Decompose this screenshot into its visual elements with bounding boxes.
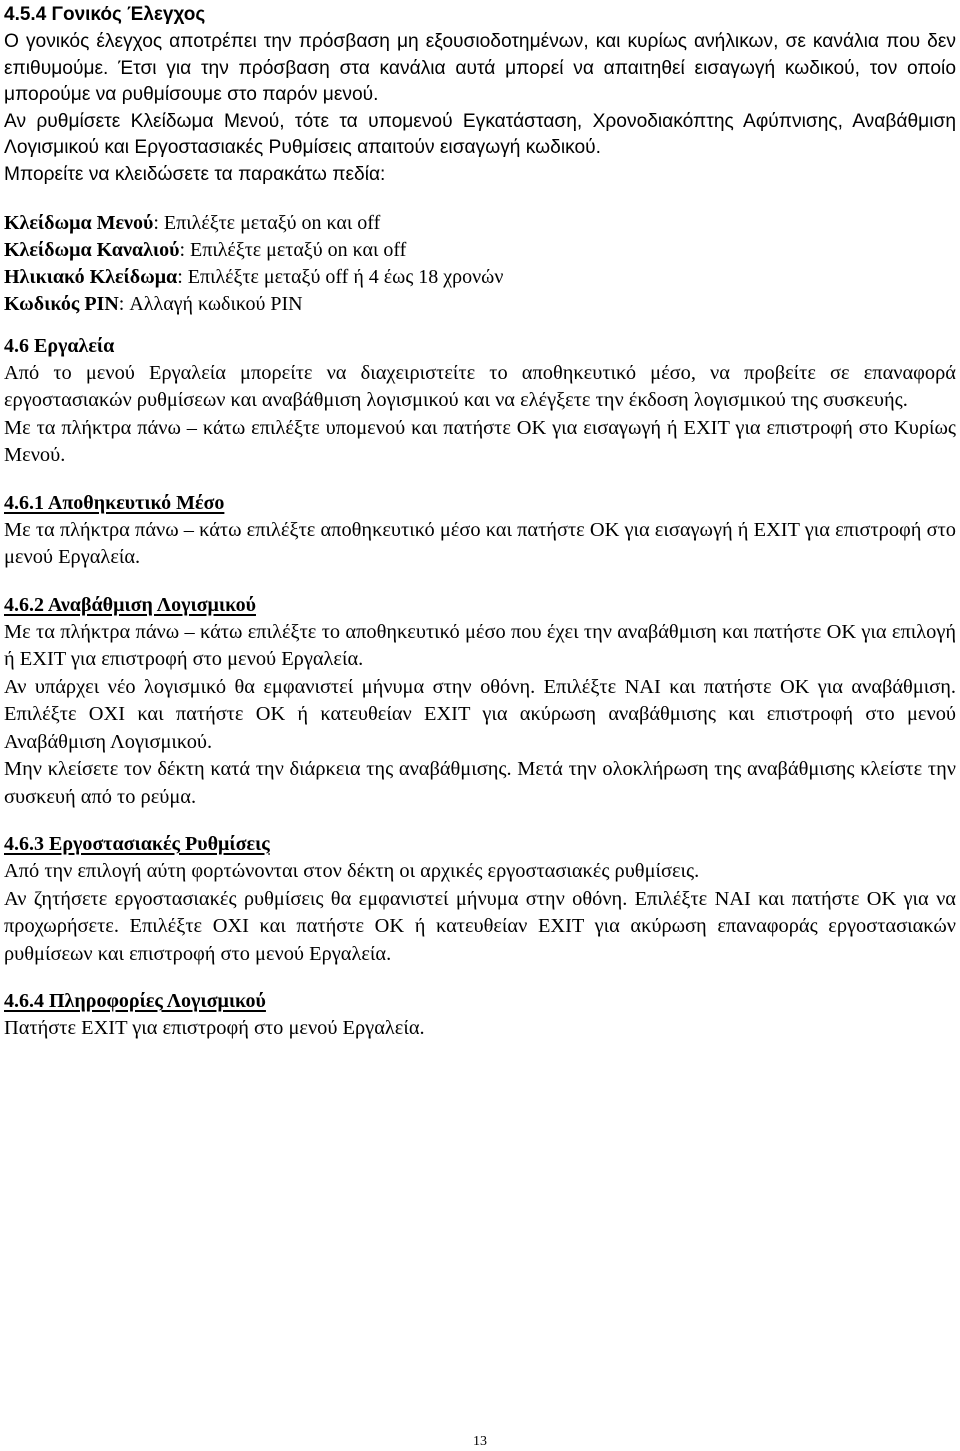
lockable-fields-list [4, 210, 956, 319]
field-description: : Επιλέξτε μεταξύ off ή 4 έως 18 χρονών [177, 266, 504, 289]
paragraph: Από το μενού Εργαλεία μπορείτε να διαχειριστείτε το αποθηκευτικό μέσο, να προβείτε σε επαναφορά εργοστασιακών ρυθμίσεων και αναβάθμιση λογισμικού και να ελέγξετε την έκδοση λογισμικού της συσκευής. [4, 361, 956, 412]
section-storage [4, 490, 956, 572]
section-heading: 4.5.4 Γονικός Έλεγχος [4, 4, 206, 25]
list-item [4, 264, 956, 291]
section-heading: 4.6 Εργαλεία [4, 334, 115, 357]
field-label: Κλείδωμα Καναλιού [4, 238, 180, 261]
field-description: : Επιλέξτε μεταξύ on και off [179, 238, 407, 261]
field-description: : Αλλαγή κωδικού PIN [118, 293, 303, 316]
field-description: : Επιλέξτε μεταξύ on και off [153, 211, 381, 234]
section-parental-control [4, 0, 956, 319]
paragraph: Αν ρυθμίσετε Κλείδωμα Μενού, τότε τα υπομενού Εγκατάσταση, Χρονοδιακόπτης Αφύπνισης, Αναβάθμιση Λογισμικού και Εργοστασιακές Ρυθμίσεις απαιτούν εισαγωγή κωδικού. [4, 110, 956, 159]
subsection-heading: 4.6.4 Πληροφορίες Λογισμικού [4, 990, 266, 1013]
field-label: Κωδικός PIN [4, 293, 119, 316]
paragraph: Με τα πλήκτρα πάνω – κάτω επιλέξτε αποθηκευτικό μέσο και πατήστε ΟΚ για εισαγωγή ή EXIT για επιστροφή στο μενού Εργαλεία. [4, 518, 956, 569]
document-page [4, 0, 956, 1043]
paragraph: Μπορείτε να κλειδώσετε τα παρακάτω πεδία: [4, 163, 386, 185]
paragraph: Από την επιλογή αύτη φορτώνονται στον δέκτη οι αρχικές εργοστασιακές ρυθμίσεις. [4, 860, 700, 883]
paragraph: Με τα πλήκτρα πάνω – κάτω επιλέξτε υπομενού και πατήστε ΟΚ για εισαγωγή ή EXIT για επιστροφή στο Κυρίως Μενού. [4, 416, 956, 467]
paragraph: Μην κλείσετε τον δέκτη κατά την διάρκεια της αναβάθμισης. Μετά την ολοκλήρωση της αναβάθμισης κλείστε την συσκευή από το ρεύμα. [4, 758, 956, 808]
paragraph: Αν ζητήσετε εργοστασιακές ρυθμίσεις θα εμφανιστεί μήνυμα στην οθόνη. Επιλέξτε ΝΑΙ και πατήστε ΟΚ για να προχωρήσετε. Επιλέξτε ΟΧΙ και πατήστε ΟΚ ή κατευθείαν EXIT για ακύρωση επαναφοράς εργοστασιακών ρυθμίσεων και επιστροφή στο μενού Εργαλεία. [4, 887, 956, 965]
subsection-heading: 4.6.2 Αναβάθμιση Λογισμικού [4, 593, 256, 616]
subsection-heading: 4.6.1 Αποθηκευτικό Μέσο [4, 491, 225, 514]
list-item [4, 237, 956, 264]
paragraph: Ο γονικός έλεγχος αποτρέπει την πρόσβαση μη εξουσιοδοτημένων, και κυρίως ανήλικων, σε κανάλια που δεν επιθυμούμε. Έτσι για την πρόσβαση στα κανάλια αυτά μπορεί να απαιτηθεί εισαγωγή κωδικού, τον οποίο μπορούμε να ρυθμίσουμε στο παρόν μενού. [4, 31, 956, 106]
section-software-upgrade [4, 592, 956, 812]
paragraph: Πατήστε EXIT για επιστροφή στο μενού Εργαλεία. [4, 1017, 425, 1040]
field-label: Κλείδωμα Μενού [4, 211, 154, 234]
page-number: 13 [473, 1434, 487, 1449]
section-tools [4, 333, 956, 470]
section-software-info [4, 988, 956, 1043]
field-label: Ηλικιακό Κλείδωμα [4, 266, 178, 289]
section-factory-settings [4, 831, 956, 968]
paragraph: Με τα πλήκτρα πάνω – κάτω επιλέξτε το αποθηκευτικό μέσο που έχει την αναβάθμιση και πατήστε ΟΚ για επιλογή ή EXIT για επιστροφή στο μενού Εργαλεία. [4, 620, 956, 671]
subsection-heading: 4.6.3 Εργοστασιακές Ρυθμίσεις [4, 833, 270, 856]
paragraph: Αν υπάρχει νέο λογισμικό θα εμφανιστεί μήνυμα στην οθόνη. Επιλέξτε ΝΑΙ και πατήστε ΟΚ για αναβάθμιση. Επιλέξτε ΟΧΙ και πατήστε ΟΚ ή κατευθείαν EXIT για ακύρωση αναβάθμισης και επιστροφή στο μενού Αναβάθμιση Λογισμικού. [4, 675, 956, 753]
list-item [4, 210, 956, 237]
list-item [4, 291, 956, 318]
